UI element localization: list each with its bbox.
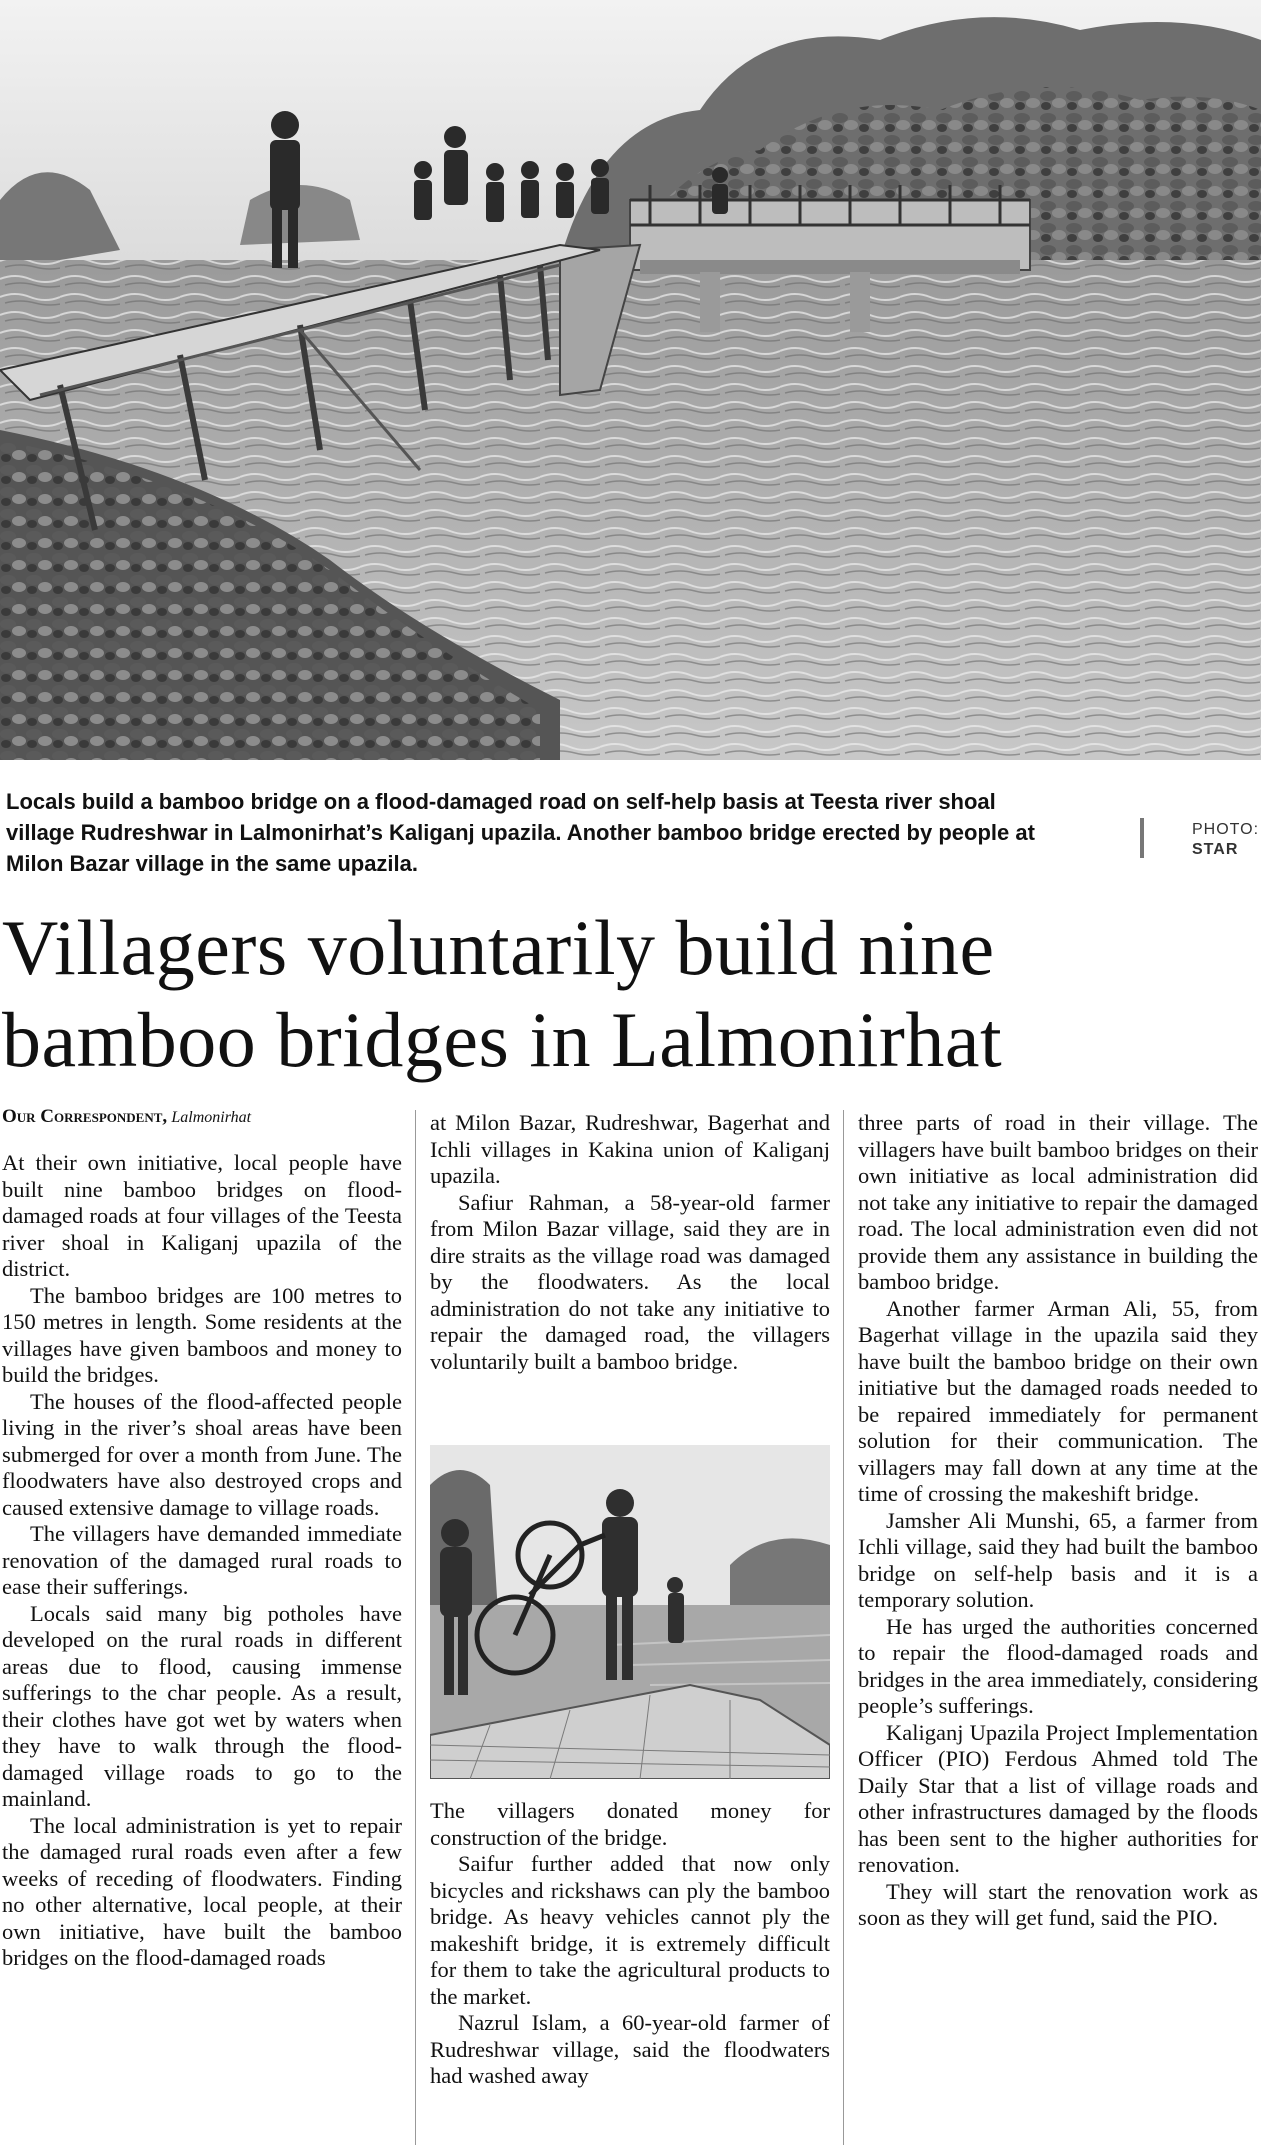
paragraph: The villagers donated money for construction of the bridge.	[430, 1798, 830, 1850]
inset-photo	[430, 1445, 830, 1779]
byline-name: Our Correspondent,	[2, 1106, 168, 1127]
paragraph: Saifur further added that now only bicycles and rickshaws can ply the bamboo bridge. As heavy vehicles cannot ply the makeshift bridge, it is extremely difficult for them to take the agricultural products to the market.	[430, 1851, 830, 2009]
paragraph: three parts of road in their village. The villagers have built bamboo bridges on their own initiative as local administration did not take any initiative to repair the damaged road. The local administration even did not provide them any assistance in building the bamboo bridge.	[858, 1110, 1258, 1294]
photo-credit-value: STAR	[1192, 841, 1239, 858]
byline	[2, 1106, 251, 1128]
paragraph: Kaliganj Upazila Project Implementation Officer (PIO) Ferdous Ahmed told The Daily Star that a list of village roads and other infrastructures damaged by the floods has been sent to the higher authorities for renovation.	[858, 1719, 1258, 1877]
headline: Villagers voluntarily build nine bamboo bridges in Lalmonirhat	[2, 904, 1003, 1083]
column-rule-1	[415, 1110, 416, 2145]
paragraph: Another farmer Arman Ali, 55, from Bagerhat village in the upazila said they have built the bamboo bridge on their own initiative but the damaged roads needed to be repaired immediately for permanent solution for their communication. The villagers may fall down at any time at the time of crossing the makeshift bridge.	[858, 1295, 1258, 1506]
paragraph: He has urged the authorities concerned to repair the flood-damaged roads and bridges in the area immediately, considering people’s sufferings.	[858, 1613, 1258, 1718]
paragraph: The local administration is yet to repair the damaged rural roads even after a few weeks of receding of floodwaters. Finding no other alternative, local people, at their own initiative, have built the bamboo bridges on the flood-damaged roads	[2, 1812, 402, 1970]
paragraph: The villagers have demanded immediate renovation of the damaged rural roads to ease their sufferings.	[2, 1521, 402, 1599]
article-column-3	[858, 1110, 1258, 2150]
main-photo	[0, 0, 1261, 760]
paragraph: They will start the renovation work as soon as they will get fund, said the PIO.	[858, 1878, 1258, 1930]
byline-place: Lalmonirhat	[171, 1109, 252, 1126]
paragraph: Locals said many big potholes have developed on the rural roads in different areas due to flood, causing immense sufferings to the char people. As a result, their clothes have got wet by waters when they have to walk through the flood-damaged village roads to go to the mainland.	[2, 1600, 402, 1811]
paragraph: at Milon Bazar, Rudreshwar, Bagerhat and Ichli villages in Kakina union of Kaliganj upazila.	[430, 1110, 830, 1188]
article-column-2-continued	[430, 1798, 830, 2150]
paragraph: The houses of the flood-affected people living in the river’s shoal areas have been submerged for over a month from June. The floodwaters have also destroyed crops and caused extensive damage to village roads.	[2, 1388, 402, 1520]
photo-caption: Locals build a bamboo bridge on a flood-damaged road on self-help basis at Teesta river shoal village Rudreshwar in Lalmonirhat’s Kaliganj upazila. Another bamboo bridge erected by people at Milon Bazar village in the same upazila.	[6, 789, 1035, 876]
photo-credit	[1192, 820, 1259, 860]
photo-credit-label: PHOTO:	[1192, 821, 1260, 838]
paragraph: The bamboo bridges are 100 metres to 150 metres in length. Some residents at the villages have given bamboos and money to build the bridges.	[2, 1282, 402, 1387]
paragraph: At their own initiative, local people have built nine bamboo bridges on flood-damaged roads at four villages of the Teesta river shoal in Kaliganj upazila of the district.	[2, 1150, 402, 1281]
paragraph: Jamsher Ali Munshi, 65, a farmer from Ichli village, said they had built the bamboo bridge on self-help basis and it is a temporary solution.	[858, 1507, 1258, 1612]
credit-divider	[1140, 818, 1144, 858]
article-column-2	[430, 1110, 830, 1375]
paragraph: Nazrul Islam, a 60-year-old farmer of Rudreshwar village, said the floodwaters had washed away	[430, 2010, 830, 2088]
article-column-1	[2, 1150, 402, 2145]
column-rule-2	[843, 1110, 844, 2145]
paragraph: Safiur Rahman, a 58-year-old farmer from Milon Bazar village, said they are in dire straits as the village road was damaged by the floodwaters. As the local administration do not take any initiative to repair the damaged road, the villagers voluntarily built a bamboo bridge.	[430, 1189, 830, 1374]
